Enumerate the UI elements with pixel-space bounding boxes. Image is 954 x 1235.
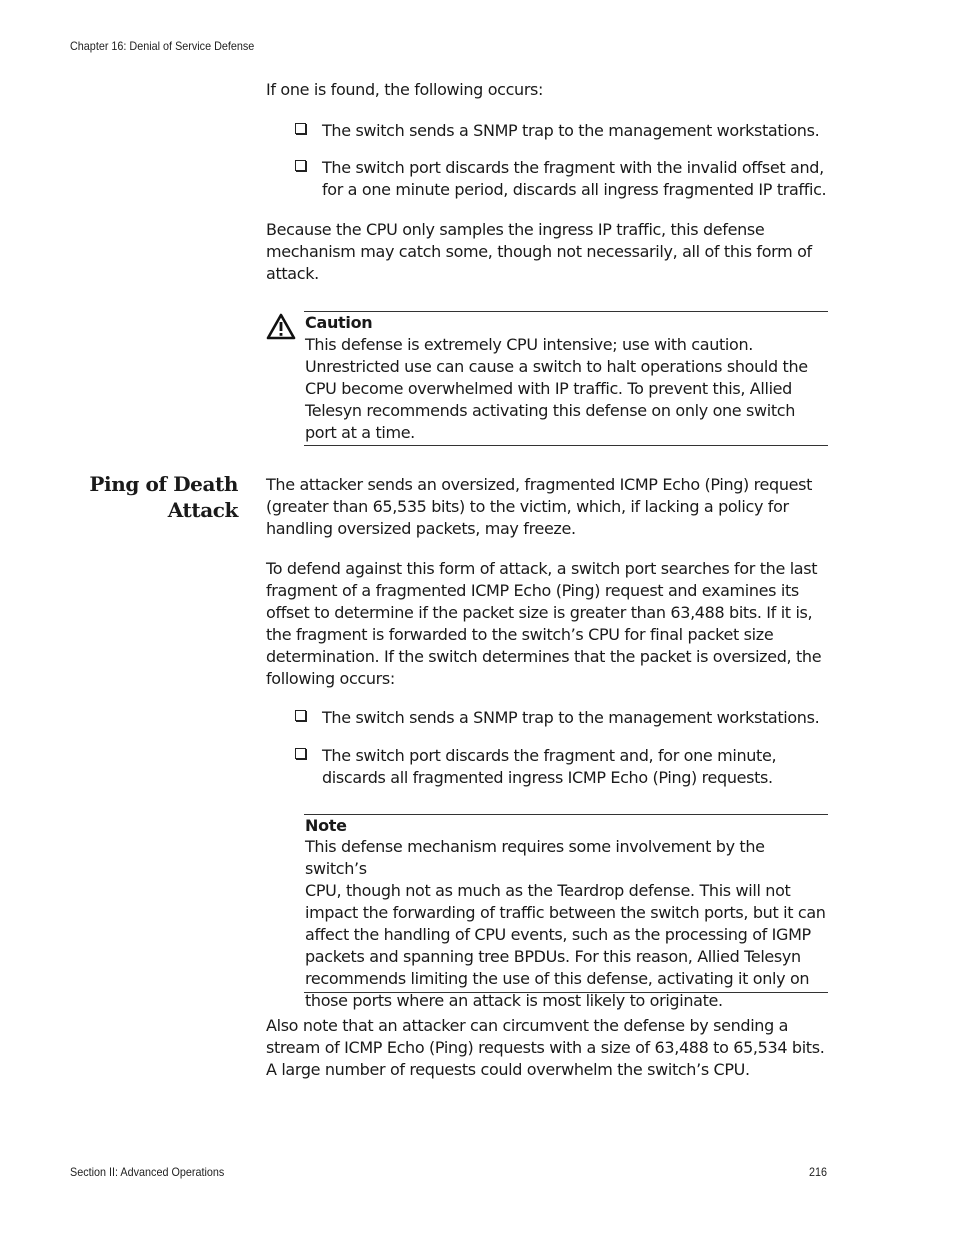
closing-paragraph: Also note that an attacker can circumvent the defense by sending a stream of ICMP Echo (Ping) requests with a size of 63,488 to 65,534 bits. A large number of requests could overwhelm the switch’s CPU.: [266, 1016, 825, 1079]
ping-paragraph-1: The attacker sends an oversized, fragmented ICMP Echo (Ping) request (greater than 65,535 bits) to the victim, which, if lacking a policy for handling oversized packets, may freeze.: [266, 475, 813, 538]
note-body: This defense mechanism requires some involvement by the switch’s CPU, though not as much as the Teardrop defense. This will not impact the forwarding of traffic between the switch ports, but it can affect the handling of CPU events, such as the processing of IGMP packets and spanning tree BPDUs. For this reason, Allied Telesyn recommends limiting the use of this defense, activating it only on those ports where an attack is most likely to originate.: [305, 837, 826, 1010]
intro-paragraph: If one is found, the following occurs:: [266, 80, 544, 99]
checkbox-bullet-icon: [295, 710, 306, 721]
caution-top-rule: [304, 311, 828, 312]
checkbox-bullet-icon: [295, 748, 306, 759]
running-footer: Section II: Advanced Operations: [70, 1165, 225, 1179]
list-item: The switch sends a SNMP trap to the management workstations.: [295, 120, 835, 142]
caution-body: This defense is extremely CPU intensive; use with caution. Unrestricted use can cause a switch to halt operations should the CPU become overwhelmed with IP traffic. To prevent this, Allied Telesyn recommends activating this defense on only one switch port at a time.: [305, 335, 808, 442]
running-header: Chapter 16: Denial of Service Defense: [70, 39, 255, 53]
warning-triangle-icon: [266, 313, 296, 340]
page-number: 216: [809, 1165, 828, 1179]
checkbox-bullet-icon: [295, 160, 306, 171]
list-item: The switch port discards the fragment with the invalid offset and, for a one minute period, discards all ingress fragmented IP traffic.: [295, 157, 835, 201]
note-top-rule: [304, 814, 828, 815]
checkbox-bullet-icon: [295, 123, 306, 134]
list-item: The switch sends a SNMP trap to the management workstations.: [295, 707, 835, 729]
cpu-sampling-paragraph: Because the CPU only samples the ingress IP traffic, this defense mechanism may catch some, though not necessarily, all of this form of attack.: [266, 220, 812, 283]
section-heading: Ping of Death Attack: [89, 472, 238, 522]
ping-paragraph-2: To defend against this form of attack, a switch port searches for the last fragment of a fragmented ICMP Echo (Ping) request and examines its offset to determine if the packet size is greater than 63,488 bits. If it is, the fragment is forwarded to the switch’s CPU for final packet size determination. If the switch determines that the packet is oversized, the following occurs:: [266, 559, 822, 688]
caution-title: Caution: [305, 313, 373, 332]
list-item: The switch port discards the fragment and, for one minute, discards all fragmented ingress ICMP Echo (Ping) requests.: [295, 745, 835, 789]
caution-bottom-rule: [304, 445, 828, 446]
note-bottom-rule: [304, 992, 828, 993]
note-title: Note: [305, 816, 347, 835]
